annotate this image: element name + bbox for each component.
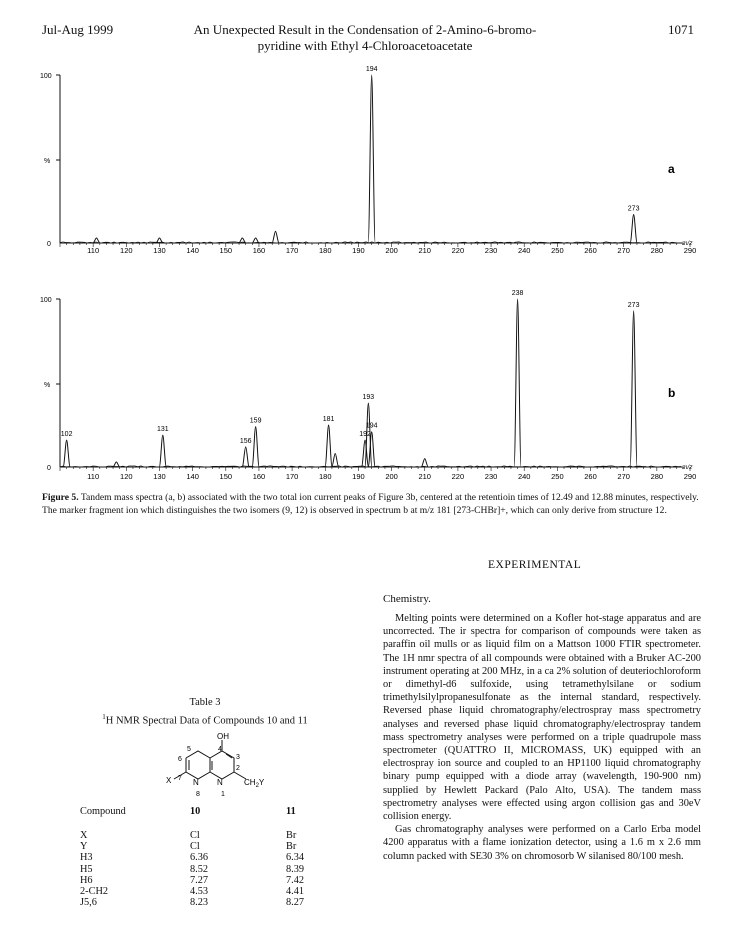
table-header-row xyxy=(68,806,346,830)
paragraph-2: Gas chromatography analyses were performed on a Carlo Erba model 4200 apparatus with a flame ionization detector, using a 1.6 m x 2.6 mm column packed with SE30 3% on chromosorb W silanised 80/100 mesh. xyxy=(383,824,701,862)
x-tick-label: 120 xyxy=(120,246,133,255)
x-tick-label: 140 xyxy=(186,472,199,481)
x-tick-label: 210 xyxy=(418,246,431,255)
x-tick-label: 150 xyxy=(219,472,233,481)
table-cell: 6.36 xyxy=(190,852,209,864)
num-8: 8 xyxy=(196,791,200,798)
x-tick-label: 150 xyxy=(219,246,233,255)
x-tick-label: 220 xyxy=(451,472,465,481)
n1-label: N xyxy=(217,778,223,787)
x-tick-label: 250 xyxy=(551,472,564,481)
x-tick-label: 130 xyxy=(153,246,166,255)
table-cell: Br xyxy=(286,830,297,841)
spectrum-peak xyxy=(514,299,521,467)
x-tick-label: 120 xyxy=(120,472,133,481)
table-cell: J5,6 xyxy=(80,897,97,909)
section-heading: EXPERIMENTAL xyxy=(488,559,582,571)
x-tick-label: 250 xyxy=(551,246,564,255)
spectrum-peak xyxy=(362,440,369,467)
x-tick-label: 210 xyxy=(418,472,431,481)
x-tick-label: 270 xyxy=(617,246,630,255)
subsection-heading: Chemistry. xyxy=(383,593,431,605)
x-tick-label: 130 xyxy=(153,472,166,481)
table-cell: 8.23 xyxy=(190,897,209,909)
table-cell: 2-CH2 xyxy=(80,886,109,898)
x-tick-label: 160 xyxy=(252,472,266,481)
table-cell: 7.42 xyxy=(286,874,305,886)
panel-label: b xyxy=(668,386,676,400)
x-tick-label: 290 xyxy=(683,246,697,255)
x-tick-label: 280 xyxy=(650,246,664,255)
x-unit-label: m/z xyxy=(682,240,693,247)
table-cell: Br xyxy=(286,841,297,853)
spectrum-peak xyxy=(368,75,375,243)
num-6: 6 xyxy=(178,756,182,763)
peak-label: 193 xyxy=(362,394,375,402)
x-tick-label: 260 xyxy=(584,472,597,481)
oh-label: OH xyxy=(217,732,229,741)
num-2: 2 xyxy=(236,765,240,772)
spectrum-peak xyxy=(272,231,279,243)
x-tick-label: 160 xyxy=(252,246,266,255)
table-header-cell: 11 xyxy=(286,806,296,817)
peak-label: 181 xyxy=(322,416,335,423)
peak-label: 194 xyxy=(365,66,378,73)
experimental-text xyxy=(383,612,701,863)
n8-label: N xyxy=(193,778,199,787)
peak-label: 238 xyxy=(511,290,524,297)
table-cell: X xyxy=(80,830,88,841)
nmr-table xyxy=(68,806,346,908)
table-row xyxy=(68,841,346,852)
running-header-date: Jul-Aug 1999 xyxy=(42,22,114,37)
table-row xyxy=(68,875,346,886)
caption-label: Figure 5. xyxy=(42,492,79,503)
table-header-cell: Compound xyxy=(80,806,126,817)
x-tick-label: 260 xyxy=(584,246,597,255)
num-5: 5 xyxy=(187,746,191,753)
table-cell: Y xyxy=(80,841,88,853)
y-percent-label: % xyxy=(44,382,51,389)
x-tick-label: 270 xyxy=(617,472,630,481)
x-tick-label: 190 xyxy=(352,246,365,255)
table-row xyxy=(68,830,346,841)
y-zero-label: 0 xyxy=(47,241,51,248)
spectrum-b xyxy=(40,290,696,481)
x-tick-label: 110 xyxy=(87,246,100,255)
table-cell: 7.27 xyxy=(190,874,209,886)
table-cell: Cl xyxy=(190,841,200,853)
table-title: Table 3 xyxy=(189,697,221,708)
table-cell: H5 xyxy=(80,863,93,875)
table-row xyxy=(68,852,346,863)
table-cell: H3 xyxy=(80,852,93,864)
num-7: 7 xyxy=(178,775,182,782)
table-row xyxy=(68,864,346,875)
peak-label: 159 xyxy=(249,417,262,425)
x-tick-label: 290 xyxy=(683,472,697,481)
peak-label: 102 xyxy=(60,431,73,439)
page-number: 1071 xyxy=(668,22,694,37)
figure-caption xyxy=(42,491,702,517)
table-subtitle: $^1$H NMR Spectral Data of Compounds 10 and 11 xyxy=(102,713,308,727)
y-percent-label: % xyxy=(44,158,51,165)
y-top-label: 100 xyxy=(40,73,52,80)
panel-label: a xyxy=(668,162,675,176)
spectrum-peak xyxy=(630,311,637,467)
spectrum-a xyxy=(40,66,696,255)
y-zero-label: 0 xyxy=(47,465,51,472)
table-cell: 4.41 xyxy=(286,886,305,898)
naphthyridine-structure xyxy=(140,730,280,800)
table-row xyxy=(68,886,346,897)
ch2y-label: $CH_2Y$ xyxy=(244,778,265,789)
table-cell: 8.39 xyxy=(286,863,305,875)
spectrum-peak xyxy=(421,459,428,467)
x-tick-label: 200 xyxy=(385,246,398,255)
title-line-1: An Unexpected Result in the Condensation of 2-Amino-6-bromo- xyxy=(193,22,537,37)
x-tick-label: 170 xyxy=(285,246,299,255)
spectrum-peak xyxy=(325,425,332,467)
table-cell: H6 xyxy=(80,874,93,886)
title-line-2: pyridine with Ethyl 4-Chloroacetoacetate xyxy=(257,38,473,53)
table-cell: 8.27 xyxy=(286,897,305,909)
table-cell: 8.52 xyxy=(190,863,209,875)
spectrum-peak xyxy=(252,427,259,467)
num-3: 3 xyxy=(236,754,240,761)
num-1: 1 xyxy=(221,791,225,798)
caption-text: Tandem mass spectra (a, b) associated with the two total ion current peaks of Figure 3b, centered at the retentioin times of 12.49 and 12.88 minutes, respectively. The marker fragment ion which distinguishes the two isomers (9, 12) is observed in spectrum b at m/z 181 [273-CHBr]+, which can only derive from structure 12. xyxy=(42,492,699,516)
num-4: 4 xyxy=(218,746,222,753)
x-tick-label: 170 xyxy=(285,472,299,481)
x-tick-label: 230 xyxy=(484,472,498,481)
table-cell: Cl xyxy=(190,830,200,841)
x-tick-label: 110 xyxy=(87,472,100,481)
table-row xyxy=(68,897,346,908)
table-cell: 4.53 xyxy=(190,886,209,898)
x-tick-label: 240 xyxy=(517,246,531,255)
x-tick-label: 240 xyxy=(517,472,531,481)
x-tick-label: 180 xyxy=(319,246,332,255)
peak-label: 273 xyxy=(627,205,640,213)
y-top-label: 100 xyxy=(40,297,52,304)
x-tick-label: 200 xyxy=(385,472,398,481)
spectrum-peak xyxy=(242,447,249,467)
spectrum-peak xyxy=(332,454,339,467)
paragraph-1: Melting points were determined on a Kofler hot-stage apparatus and are uncorrected. The ir spectra for comparison of compounds were taken as paraffin oil mulls or as liquid film on a Mattson 1000 FTIR spectrometer. The 1H nmr spectra of all compounds were obtained with a Bruker AC-200 instrument operating at 200 MHz, in a ca 2% solution of deuteriochloroform or dimethyl-d6 sulfoxide, using tetramethylsilane or sodium trimethylsilylpropanesulfonate as the internal standard, respectively. Reversed phase liquid chromatography/electrospray mass spectrometry analyses and reversed phase liquid chromatography/electrospray tandem mass spectrometry analyses were performed on a triple quadrupole mass spectrometer (QUATTRO II, MICROMASS, UK) equipped with an electrospray ion source and coupled to an HP1100 liquid chromatography binary pump equipped with a diode array (wavelength, 190-900 nm) supplied by Hewlett Packard (Palo Alto, USA). The tandem mass spectrometry analyses were effected using argon collision gas and 30eV collision energy. xyxy=(383,613,701,823)
x-tick-label: 230 xyxy=(484,246,498,255)
table-cell: 6.34 xyxy=(286,852,305,864)
x-tick-label: 180 xyxy=(319,472,332,481)
x-label: X xyxy=(166,776,172,785)
peak-label: 131 xyxy=(156,426,169,434)
x-tick-label: 190 xyxy=(352,472,365,481)
spectrum-peak xyxy=(630,214,637,243)
peak-label: 156 xyxy=(239,437,252,445)
x-tick-label: 220 xyxy=(451,246,465,255)
peak-label: 273 xyxy=(627,301,640,309)
x-tick-label: 280 xyxy=(650,472,664,481)
spectrum-peak xyxy=(159,435,166,467)
peak-label: 194 xyxy=(365,422,378,430)
x-unit-label: m/z xyxy=(682,464,693,471)
peak-label: 192 xyxy=(359,431,371,439)
spectrum-peak xyxy=(63,440,70,467)
x-tick-label: 140 xyxy=(186,246,199,255)
table-header-cell: 10 xyxy=(190,806,201,817)
